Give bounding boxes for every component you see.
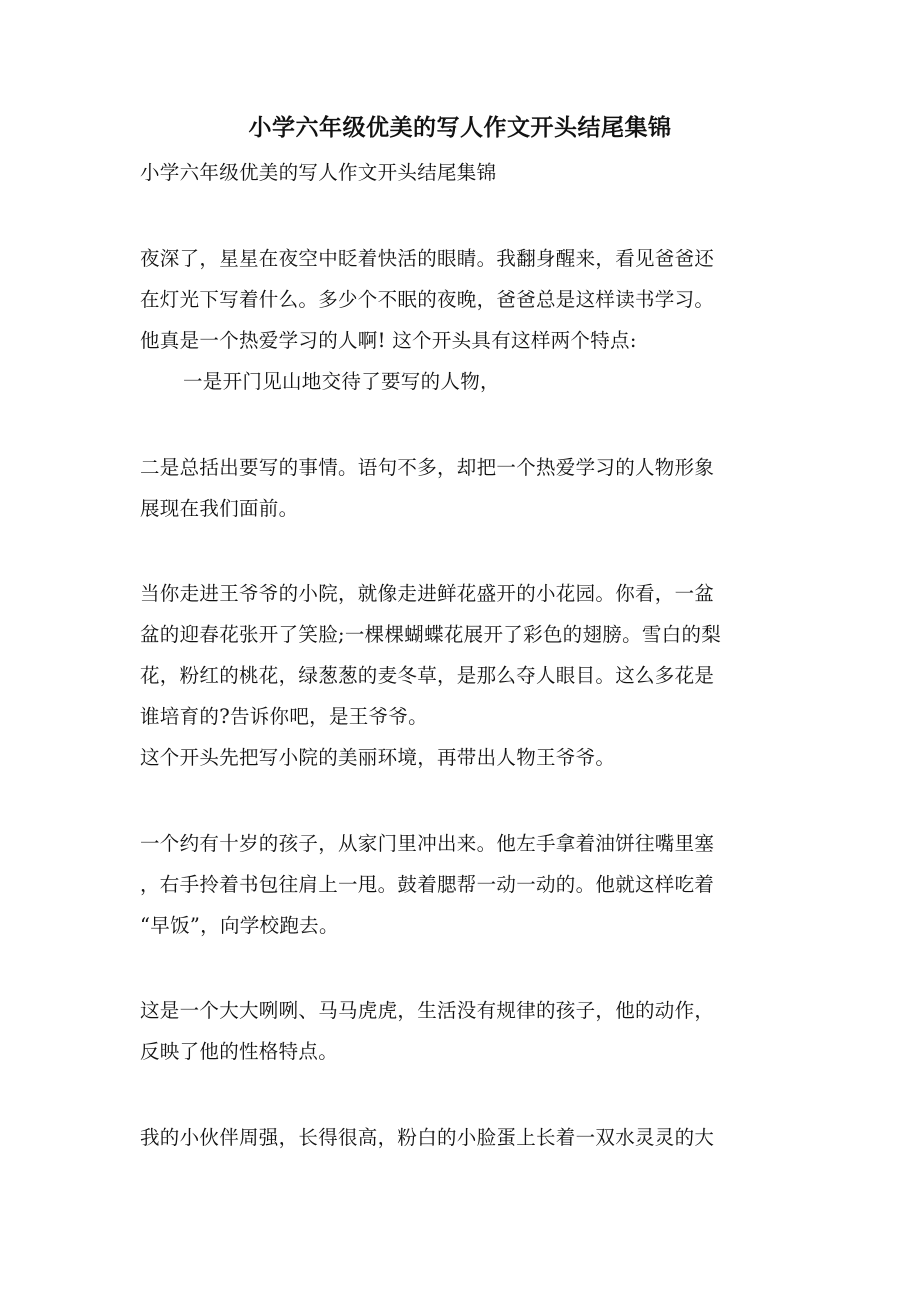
paragraph-line: 花，粉红的桃花，绿葱葱的麦冬草，是那么夺人眼目。这么多花是 [140, 664, 715, 687]
paragraph-line: 反映了他的性格特点。 [140, 1040, 339, 1063]
paragraph-line: 当你走进王爷爷的小院，就像走进鲜花盛开的小花园。你看，一盆 [140, 582, 715, 605]
paragraph-line: 夜深了，星星在夜空中眨着快活的眼睛。我翻身醒来，看见爸爸还 [140, 247, 715, 270]
document-title: 小学六年级优美的写人作文开头结尾集锦 [248, 114, 672, 141]
subtitle-line: 小学六年级优美的写人作文开头结尾集锦 [140, 161, 497, 184]
paragraph-line: 他真是一个热爱学习的人啊! 这个开头具有这样两个特点: [140, 329, 637, 352]
paragraph-line: 展现在我们面前。 [140, 497, 299, 520]
paragraph-line: 盆的迎春花张开了笑脸;一棵棵蝴蝶花展开了彩色的翅膀。雪白的梨 [140, 623, 722, 646]
paragraph-line: 二是总括出要写的事情。语句不多，却把一个热爱学习的人物形象 [140, 456, 715, 479]
paragraph-line: 这个开头先把写小院的美丽环境，再带出人物王爷爷。 [140, 746, 616, 769]
paragraph-line: 一个约有十岁的孩子，从家门里冲出来。他左手拿着油饼往嘴里塞 [140, 832, 715, 855]
paragraph-line: 在灯光下写着什么。多少个不眠的夜晚，爸爸总是这样读书学习。 [140, 288, 715, 311]
paragraph-line: “早饭”，向学校跑去。 [140, 914, 339, 937]
paragraph-line: ，右手拎着书包往肩上一甩。鼓着腮帮一动一动的。他就这样吃着 [140, 873, 715, 896]
paragraph-line: 这是一个大大咧咧、马马虎虎，生活没有规律的孩子，他的动作， [140, 999, 715, 1022]
paragraph-line: 一是开门见山地交待了要写的人物， [183, 370, 500, 393]
paragraph-line: 我的小伙伴周强，长得很高，粉白的小脸蛋上长着一双水灵灵的大 [140, 1126, 715, 1149]
paragraph-line: 谁培育的?告诉你吧，是王爷爷。 [140, 705, 428, 728]
